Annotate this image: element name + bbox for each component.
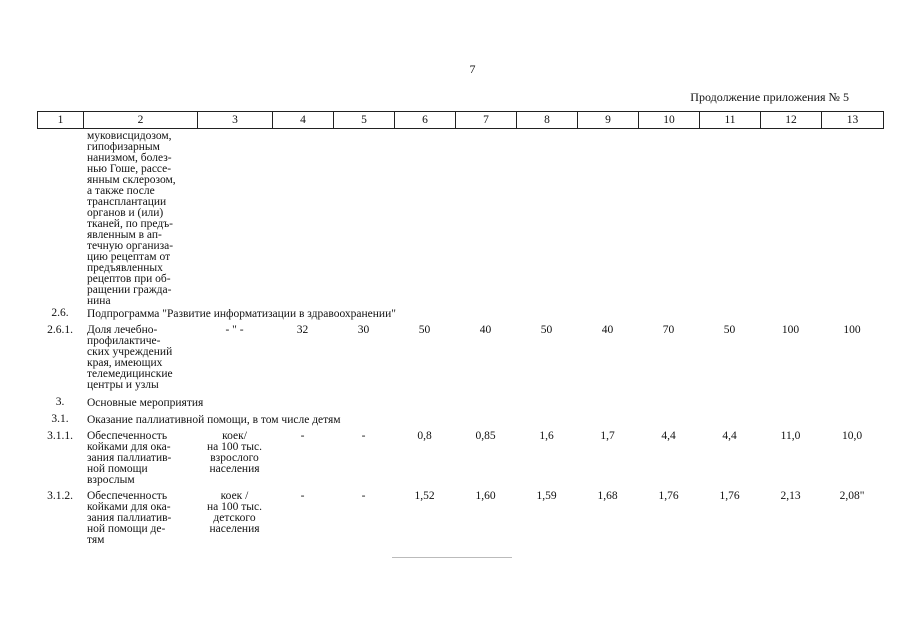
value-col-10: 70 — [662, 324, 675, 336]
column-header: 11 — [700, 112, 761, 129]
page-number: 7 — [469, 62, 476, 76]
value-col-4: - — [300, 490, 305, 502]
value-col-8: 1,59 — [536, 490, 557, 502]
indicator-name: Обеспеченность койками для ока- зания паллиатив- ной помощи взрослым — [87, 430, 172, 486]
value-col-6: 0,8 — [417, 430, 432, 442]
value-col-9: 40 — [601, 324, 614, 336]
value-col-5: - — [361, 490, 366, 502]
value-col-13: 100 — [843, 324, 861, 336]
unit: коек / на 100 тыс. детского населения — [207, 490, 262, 535]
row-number: 3.1.2. — [47, 490, 73, 502]
value-col-12: 11,0 — [780, 430, 801, 442]
section-number: 2.6. — [51, 307, 69, 319]
value-col-4: - — [300, 430, 305, 442]
value-col-8: 50 — [540, 324, 553, 336]
value-col-13: 2,08" — [839, 490, 865, 502]
value-col-5: 30 — [357, 324, 370, 336]
value-col-10: 4,4 — [661, 430, 676, 442]
column-header-table — [37, 111, 884, 129]
value-col-12: 100 — [781, 324, 800, 336]
value-col-7: 40 — [479, 324, 492, 336]
column-header: 10 — [639, 112, 700, 129]
value-col-10: 1,76 — [658, 490, 679, 502]
value-col-6: 50 — [418, 324, 431, 336]
value-col-11: 4,4 — [722, 430, 737, 442]
value-col-9: 1,68 — [597, 490, 618, 502]
value-col-11: 50 — [723, 324, 736, 336]
row-number: 3.1.1. — [47, 430, 73, 442]
value-col-7: 1,60 — [475, 490, 496, 502]
section-title: Оказание паллиативной помощи, в том числе детям — [87, 414, 341, 426]
column-header: 4 — [273, 112, 334, 129]
section-title: Основные мероприятия — [87, 397, 204, 409]
column-header: 1 — [38, 112, 84, 129]
value-col-9: 1,7 — [600, 430, 615, 442]
unit: коек/ на 100 тыс. взрослого населения — [207, 430, 262, 475]
column-header: 2 — [84, 112, 198, 129]
column-header: 6 — [395, 112, 456, 129]
value-col-5: - — [361, 430, 366, 442]
column-header: 13 — [822, 112, 884, 129]
value-col-11: 1,76 — [719, 490, 740, 502]
column-header: 9 — [578, 112, 639, 129]
indicator-name: Обеспеченность койками для ока- зания паллиатив- ной помощи де- тям — [87, 490, 172, 546]
value-col-6: 1,52 — [414, 490, 435, 502]
continuation-label: Продолжение приложения № 5 — [690, 90, 849, 104]
value-col-12: 2,13 — [780, 490, 801, 502]
column-header: 5 — [334, 112, 395, 129]
value-col-8: 1,6 — [539, 430, 554, 442]
footer-divider — [392, 557, 512, 558]
value-col-13: 10,0 — [841, 430, 863, 442]
indicator-name: Доля лечебно- профилактиче- ских учреждений края, имеющих телемедицинские центры и узлы — [87, 324, 173, 391]
column-header: 12 — [761, 112, 822, 129]
column-header: 8 — [517, 112, 578, 129]
section-number: 3.1. — [51, 413, 69, 425]
value-col-4: 32 — [296, 324, 309, 336]
section-title: Подпрограмма "Развитие информатизации в здравоохранении" — [87, 308, 396, 320]
column-header-row — [38, 112, 884, 129]
column-header: 3 — [198, 112, 273, 129]
column-header: 7 — [456, 112, 517, 129]
continued-row-text: муковисцидозом, гипофизарным нанизмом, болез- нью Гоше, рассе- янным склерозом, а также после трансплантации органов и (или) тканей, по предъ- явленным в ап- течную организа- цию рецептам от предъявленных рецептов при об- ращении гражда- нина — [87, 130, 176, 307]
row-number: 2.6.1. — [47, 324, 73, 336]
unit: - " - — [225, 324, 244, 336]
value-col-7: 0,85 — [475, 430, 496, 442]
section-number: 3. — [55, 396, 65, 408]
